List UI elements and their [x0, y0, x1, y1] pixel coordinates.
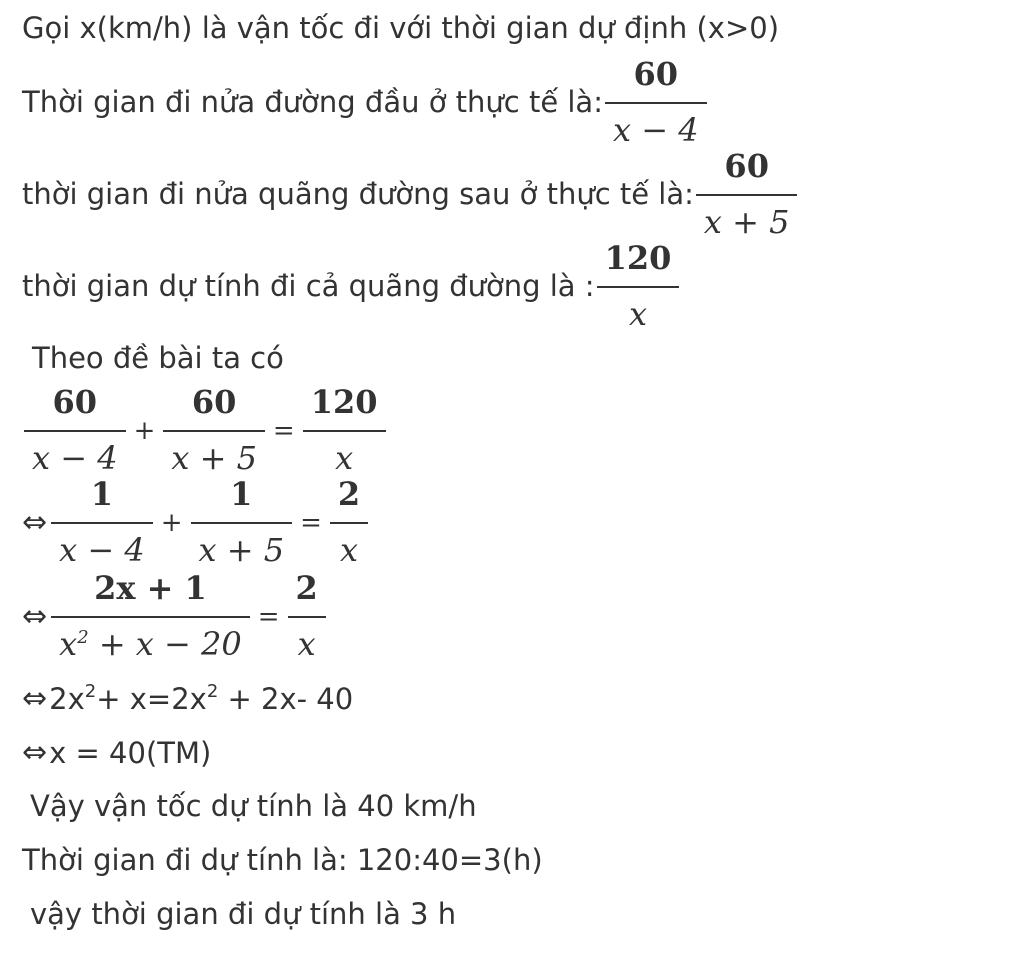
conclusion-time-text: vậy thời gian đi dự tính là 3 h	[30, 897, 457, 931]
second-half-fraction	[696, 147, 798, 241]
numerator: 120	[310, 383, 378, 421]
conclusion-speed-text: Vậy vận tốc dự tính là 40 km/h	[30, 789, 477, 823]
numerator: 1	[230, 475, 253, 513]
first-half-label: Thời gian đi nửa đường đầu ở thực tế là:	[22, 85, 603, 120]
planned-time-fraction	[597, 239, 680, 333]
line-conclusion-speed	[30, 789, 477, 823]
denominator: x − 4	[32, 438, 118, 477]
denominator: x	[335, 438, 354, 477]
equation-4-text	[49, 680, 354, 716]
fraction-3	[330, 475, 368, 569]
plus-operator: +	[133, 415, 156, 446]
fraction-1	[51, 569, 250, 663]
equivalence-arrow-icon: ⇔	[22, 681, 48, 716]
denominator: x − 4	[612, 110, 699, 149]
denominator-exponent: 2	[77, 626, 89, 648]
numerator: 2x + 1	[94, 569, 207, 607]
second-half-label: thời gian đi nửa quãng đường sau ở thực tế là:	[22, 177, 694, 212]
equation-5	[22, 735, 212, 770]
denominator-base: x	[59, 624, 78, 663]
numerator: 2	[337, 475, 361, 513]
line-planned-time-calc	[22, 843, 543, 877]
planned-time-label: thời gian dự tính đi cả quãng đường là :	[22, 269, 595, 304]
denominator: x − 4	[59, 530, 145, 569]
denominator: x + 5	[171, 438, 257, 477]
eq4-exponent-1: 2	[84, 680, 97, 702]
intro-text: Gọi x(km/h) là vận tốc đi với thời gian dự định (x>0)	[22, 11, 780, 45]
denominator: x	[628, 294, 647, 333]
equation-5-text: x = 40(TM)	[49, 735, 212, 770]
line-planned-time	[22, 239, 681, 333]
line-first-half-time	[22, 55, 709, 149]
equals-operator: =	[300, 507, 322, 538]
numerator: 2	[295, 569, 318, 607]
denominator: x	[339, 530, 359, 569]
numerator: 60	[52, 383, 98, 421]
eq4-exponent-2: 2	[206, 680, 219, 702]
fraction-2	[191, 475, 293, 569]
planned-time-calc-text: Thời gian đi dự tính là: 120:40=3(h)	[22, 843, 543, 877]
numerator: 120	[604, 239, 672, 277]
equivalence-arrow-icon: ⇔	[22, 598, 48, 634]
fraction-2	[163, 383, 265, 477]
numerator: 60	[191, 383, 237, 421]
equation-2	[22, 475, 370, 569]
numerator: 60	[633, 55, 679, 93]
denominator: x	[297, 624, 316, 663]
equivalence-arrow-icon: ⇔	[22, 504, 48, 540]
line-equation-intro	[32, 341, 284, 375]
fraction-1	[51, 475, 153, 569]
eq4-part-b: + x=2x	[96, 681, 207, 716]
numerator: 1	[90, 475, 114, 513]
equals-operator: =	[272, 415, 295, 446]
line-conclusion-time	[30, 897, 457, 931]
eq4-part-a: 2x	[49, 681, 85, 716]
fraction-3	[303, 383, 386, 477]
equation-1	[22, 383, 388, 477]
denominator	[51, 618, 250, 662]
eq4-part-c: + 2x- 40	[218, 681, 354, 716]
equals-operator: =	[257, 601, 280, 632]
equivalence-arrow-icon: ⇔	[22, 735, 48, 770]
denominator: x + 5	[703, 202, 790, 241]
plus-operator: +	[160, 507, 183, 538]
equation-4	[22, 680, 354, 716]
equation-3	[22, 569, 328, 663]
line-second-half-time	[22, 147, 799, 241]
equation-intro-text: Theo đề bài ta có	[32, 341, 284, 375]
numerator: 60	[724, 147, 769, 185]
first-half-fraction	[605, 55, 707, 149]
line-intro	[22, 11, 780, 45]
fraction-1	[24, 383, 126, 477]
denominator-rest: + x − 20	[88, 624, 242, 663]
denominator: x + 5	[198, 530, 285, 569]
fraction-2	[288, 569, 326, 663]
